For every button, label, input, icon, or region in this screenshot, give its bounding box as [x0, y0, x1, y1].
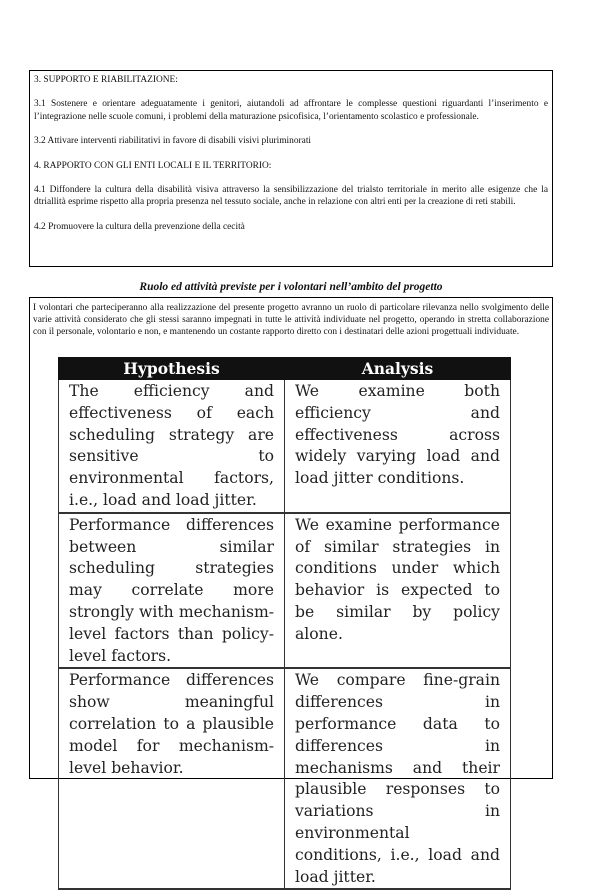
volunteer-section-title: Ruolo ed attività previste per i volontari nell’ambito del progetto: [139, 281, 443, 293]
hypothesis-text: Performance differences show meaningful correlation to a plausible model for mechanism-level behavior.: [69, 671, 274, 777]
volunteer-intro: I volontari che parteciperanno alla realizzazione del presente progetto avranno un ruolo di particolare rilevanza nello svolgimento delle varie attività considerato che gli stessi saranno impegnati in tutte le attività individuate nel progetto, operando in stretta collaborazione con il personale, volontario e non, e mantenendo un costante rapporto diretto con i destinatari delle azioni progettuali individuate.: [33, 303, 549, 337]
table-row: [59, 380, 511, 513]
hypothesis-cell: [59, 380, 285, 513]
item-4-1: 4.1 Diffondere la cultura della disabilità visiva attraverso la sensibilizzazione del trialsto territoriale in merito alle esigenze che la dtriallità esprime rispetto alla propria presenza nel tessuto sociale, anche in relazione con altri enti per la creazione di reti stabili.: [34, 185, 548, 208]
hypothesis-text: The efficiency and effectiveness of each scheduling strategy are sensitive to environmental factors, i.e., load and load jitter.: [69, 382, 274, 509]
analysis-text: We examine both efficiency and effectiveness across widely varying load and load jitter conditions.: [295, 382, 500, 488]
hypothesis-analysis-table: [58, 357, 511, 890]
item-3-2: 3.2 Attivare interventi riabilitativi in favore di disabili visivi pluriminorati: [34, 136, 312, 147]
heading-3: 3. SUPPORTO E RIABILITAZIONE:: [34, 75, 178, 85]
hypothesis-cell: [59, 513, 285, 669]
table-row: [59, 513, 511, 669]
analysis-cell: [285, 380, 511, 513]
analysis-text: We examine performance of similar strategies in conditions under which behavior is expected to be similar by policy alone.: [295, 515, 500, 643]
table-header-row: [59, 357, 511, 380]
analysis-cell: [285, 513, 511, 669]
item-4-2: 4.2 Promuovere la cultura della prevenzione della cecità: [34, 221, 245, 232]
table-row: [59, 668, 511, 889]
support-section-box: [29, 70, 553, 267]
hypothesis-text: Performance differences between similar scheduling strategies may correlate more strongly with mechanism-level factors than policy-level factors.: [69, 515, 274, 665]
analysis-cell: [285, 668, 511, 889]
item-3-1: 3.1 Sostenere e orientare adeguatamente i genitori, aiutandoli ad affrontare le complesse questioni riguardanti l’inserimento e l’integrazione nelle scuole comuni, i problemi della maturazione psicofisica, l’orientamento scolastico e professionale.: [34, 99, 548, 122]
header-analysis: Analysis: [285, 357, 511, 380]
header-hypothesis: Hypothesis: [59, 357, 285, 380]
hypothesis-cell: [59, 668, 285, 889]
analysis-text: We compare fine-grain differences in performance data to differences in mechanisms and their plausible responses to variations in environmental conditions, i.e., load and load jitter.: [295, 671, 500, 886]
heading-4: 4. RAPPORTO CON GLI ENTI LOCALI E IL TERRITORIO:: [34, 160, 272, 171]
